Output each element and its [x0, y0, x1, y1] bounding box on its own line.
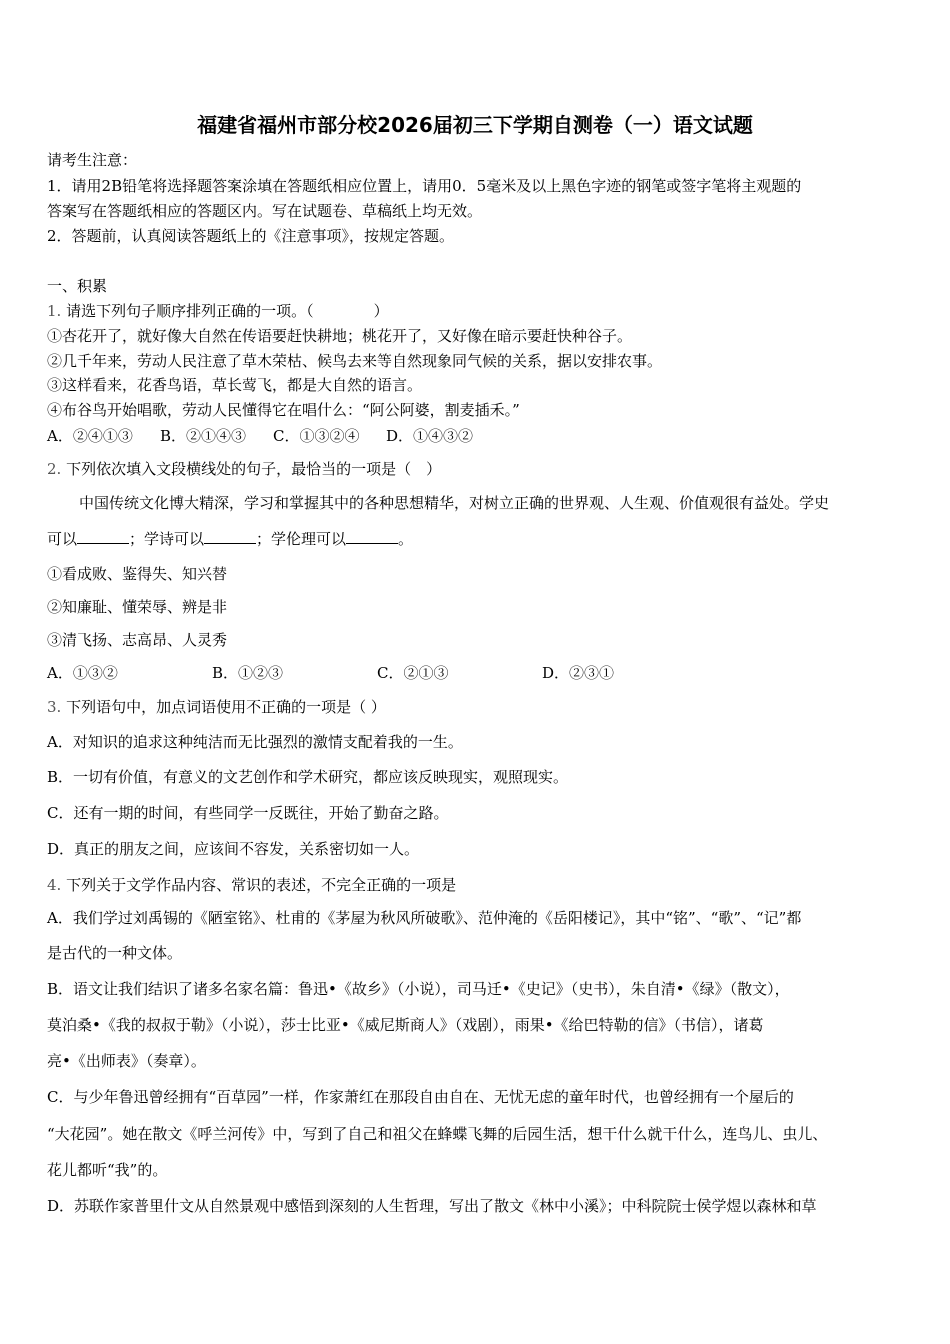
question-4-line: B．语文让我们结识了诸多名家名篇：鲁迅•《故乡》（小说），司马迁•《史记》（史书），朱自清•《绿》（散文）， — [47, 980, 790, 998]
notice-line: 2．答题前，认真阅读答题纸上的《注意事项》，按规定答题。 — [47, 227, 455, 245]
question-3-option-c: C．还有一期的时间，有些同学一反既往，开始了勤奋之路。 — [47, 804, 449, 822]
question-3-option-b: B．一切有价值，有意义的文艺创作和学术研究，都应该反映现实，观照现实。 — [47, 768, 569, 786]
question-text: 下列依次填入文段横线处的句子，最恰当的一项是（ ） — [66, 460, 442, 478]
question-4-line: 是古代的一种文体。 — [47, 944, 183, 962]
option-d: D．②③① — [542, 664, 615, 682]
question-1-item: ③这样看来，花香鸟语，草长莺飞，都是大自然的语言。 — [47, 376, 423, 394]
question-3-option-a: A．对知识的追求这种纯洁而无比强烈的激情支配着我的一生。 — [47, 733, 463, 751]
option-c: C．②①③ — [377, 664, 449, 682]
question-4-line: C．与少年鲁迅曾经拥有“百草园”一样，作家萧红在那段自由自在、无忧无虑的童年时代，也曾经拥有一个屋后的 — [47, 1088, 794, 1106]
question-1-item: ④布谷鸟开始唱歌，劳动人民懂得它在唱什么：“阿公阿婆，割麦插禾。” — [47, 401, 520, 419]
question-2-passage-blanks — [47, 529, 413, 549]
question-2-item: ②知廉耻、懂荣辱、辨是非 — [47, 598, 228, 616]
option-b: B．①②③ — [212, 664, 284, 682]
fill-blank — [77, 529, 129, 544]
question-1-options — [47, 426, 473, 446]
question-4-stem — [47, 875, 456, 895]
question-2-passage: 中国传统文化博大精深，学习和掌握其中的各种思想精华，对树立正确的世界观、人生观、价值观很有益处。学史 — [79, 494, 830, 512]
option-d: D．①④③② — [386, 427, 474, 445]
question-2-item: ①看成败、鉴得失、知兴替 — [47, 565, 228, 583]
option-b: B．②①④③ — [160, 427, 247, 445]
fill-blank — [346, 529, 398, 544]
question-4-line: “大花园”。她在散文《呼兰河传》中，写到了自己和祖父在蜂蝶飞舞的后园生活，想干什么就干什么，连鸟儿、虫儿、 — [47, 1125, 828, 1143]
passage-text: ；学诗可以 — [129, 530, 205, 548]
passage-text: ；学伦理可以 — [256, 530, 347, 548]
passage-text: 可以 — [47, 530, 78, 548]
question-1-item: ②几千年来，劳动人民注意了草木荣枯、候鸟去来等自然现象同气候的关系，据以安排农事。 — [47, 352, 663, 370]
question-3-stem — [47, 697, 386, 717]
question-number: 2. — [47, 460, 62, 478]
question-text: 请选下列句子顺序排列正确的一项。（ ） — [66, 302, 389, 320]
section-heading: 一、积累 — [47, 277, 108, 295]
question-4-line: D．苏联作家普里什文从自然景观中感悟到深刻的人生哲理，写出了散文《林中小溪》；中科院院士侯学煜以森林和草 — [47, 1197, 817, 1215]
passage-text: 。 — [398, 530, 414, 548]
notice-heading: 请考生注意： — [47, 151, 138, 169]
question-1-item: ①杏花开了，就好像大自然在传语要赶快耕地；桃花开了，又好像在暗示要赶快种谷子。 — [47, 327, 633, 345]
question-number: 3. — [47, 698, 62, 716]
question-4-line: 亮•《出师表》（奏章）。 — [47, 1052, 206, 1070]
question-4-line: A．我们学过刘禹锡的《陋室铭》、杜甫的《茅屋为秋风所破歌》、范仲淹的《岳阳楼记》，其中“铭”、“歌”、“记”都 — [47, 909, 802, 927]
question-2-stem — [47, 459, 441, 479]
option-a: A．②④①③ — [47, 427, 133, 445]
option-c: C．①③②④ — [273, 427, 360, 445]
question-4-line: 花儿都听“我”的。 — [47, 1161, 168, 1179]
question-text: 下列语句中，加点词语使用不正确的一项是（ ） — [66, 698, 386, 716]
fill-blank — [204, 529, 256, 544]
option-a: A．①③② — [47, 664, 118, 682]
question-1-stem — [47, 301, 389, 321]
question-2-item: ③清飞扬、志高昂、人灵秀 — [47, 631, 228, 649]
question-text: 下列关于文学作品内容、常识的表述，不完全正确的一项是 — [66, 876, 457, 894]
document-title: 福建省福州市部分校2026届初三下学期自测卷（一）语文试题 — [197, 113, 753, 137]
notice-line: 答案写在答题纸相应的答题区内。写在试题卷、草稿纸上均无效。 — [47, 202, 483, 220]
notice-line: 1．请用2B铅笔将选择题答案涂填在答题纸相应位置上，请用0．5毫米及以上黑色字迹的钢笔或签字笔将主观题的 — [47, 177, 802, 195]
question-number: 1. — [47, 302, 62, 320]
question-3-option-d: D．真正的朋友之间，应该间不容发，关系密切如一人。 — [47, 840, 420, 858]
question-2-options — [47, 663, 614, 683]
question-number: 4. — [47, 876, 62, 894]
question-4-line: 莫泊桑•《我的叔叔于勒》（小说），莎士比亚•《威尼斯商人》（戏剧），雨果•《给巴特勒的信》（书信），诸葛 — [47, 1016, 764, 1034]
